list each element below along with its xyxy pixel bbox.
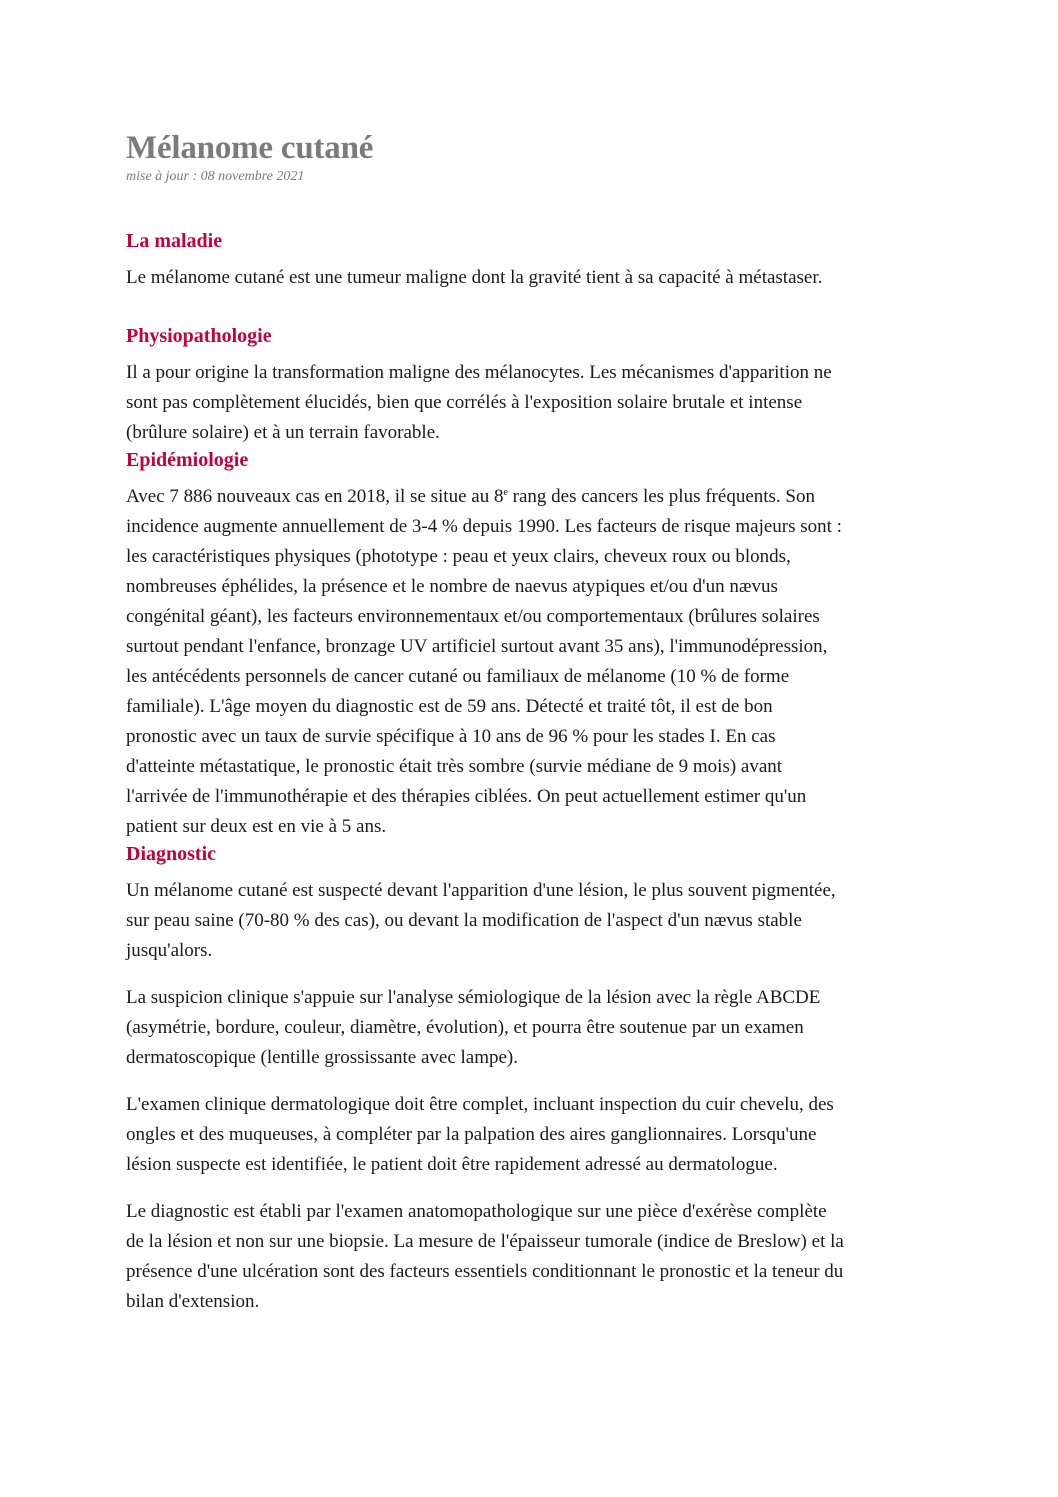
heading-physiopathologie: Physiopathologie (126, 325, 272, 347)
ordinal-superscript: e (503, 487, 508, 498)
paragraph-epidemiologie (126, 482, 956, 842)
paragraph-la-maladie: Le mélanome cutané est une tumeur maligne dont la gravité tient à sa capacité à métastaser. (126, 267, 823, 288)
epidemiologie-text-start: Avec 7 886 nouveaux cas en 2018, il se situe au 8 (126, 486, 504, 507)
heading-epidemiologie: Epidémiologie (126, 449, 249, 471)
epidemiologie-text-rest: rang des cancers les plus fréquents. Son incidence augmente annuellement de 3-4 % depuis 1990. Les facteurs de risque majeurs sont : les caractéristiques physiques (phototype : peau et yeux clairs, cheveux roux ou blonds, nombreuses éphélides, la présence et le nombre de naevus atypiques et/ou d'un nævus congénital géant), les facteurs environnementaux et/ou comportementaux (brûlures solaires surtout pendant l'enfance, bronzage UV artificiel surtout avant 35 ans), l'immunodépression, les antécédents personnels de cancer cutané ou familiaux de mélanome (10 % de forme familiale). L'âge moyen du diagnostic est de 59 ans. Détecté et traité tôt, il est de bon pronostic avec un taux de survie spécifique à 10 ans de 96 % pour les stades I. En cas d'atteinte métastatique, le pronostic était très sombre (survie médiane de 9 mois) avant l'arrivée de l'immunothérapie et des thérapies ciblées. On peut actuellement estimer qu'un patient sur deux est en vie à 5 ans. (126, 486, 842, 837)
page-title: Mélanome cutané (126, 130, 374, 166)
paragraph-diagnostic-4: Le diagnostic est établi par l'examen anatomopathologique sur une pièce d'exérèse complète de la lésion et non sur une biopsie. La mesure de l'épaisseur tumorale (indice de Breslow) et la présence d'une ulcération sont des facteurs essentiels conditionnant le pronostic et la teneur du bilan d'extension. (126, 1201, 844, 1312)
paragraph-diagnostic-3: L'examen clinique dermatologique doit être complet, incluant inspection du cuir chevelu, des ongles et des muqueuses, à compléter par la palpation des aires ganglionnaires. Lorsqu'une lésion suspecte est identifiée, le patient doit être rapidement adressé au dermatologue. (126, 1094, 834, 1175)
paragraph-physiopathologie: Il a pour origine la transformation maligne des mélanocytes. Les mécanismes d'apparition ne sont pas complètement élucidés, bien que corrélés à l'exposition solaire brutale et intense (brûlure solaire) et à un terrain favorable. (126, 362, 832, 443)
document-page (126, 128, 956, 1317)
heading-la-maladie: La maladie (126, 230, 223, 252)
paragraph-diagnostic-2: La suspicion clinique s'appuie sur l'analyse sémiologique de la lésion avec la règle ABCDE (asymétrie, bordure, couleur, diamètre, évolution), et pourra être soutenue par un examen dermatoscopique (lentille grossissante avec lampe). (126, 987, 821, 1068)
paragraph-diagnostic-1: Un mélanome cutané est suspecté devant l'apparition d'une lésion, le plus souvent pigmentée, sur peau saine (70-80 % des cas), ou devant la modification de l'aspect d'un nævus stable jusqu'alors. (126, 880, 836, 961)
update-date: mise à jour : 08 novembre 2021 (126, 169, 305, 184)
heading-diagnostic: Diagnostic (126, 843, 216, 865)
